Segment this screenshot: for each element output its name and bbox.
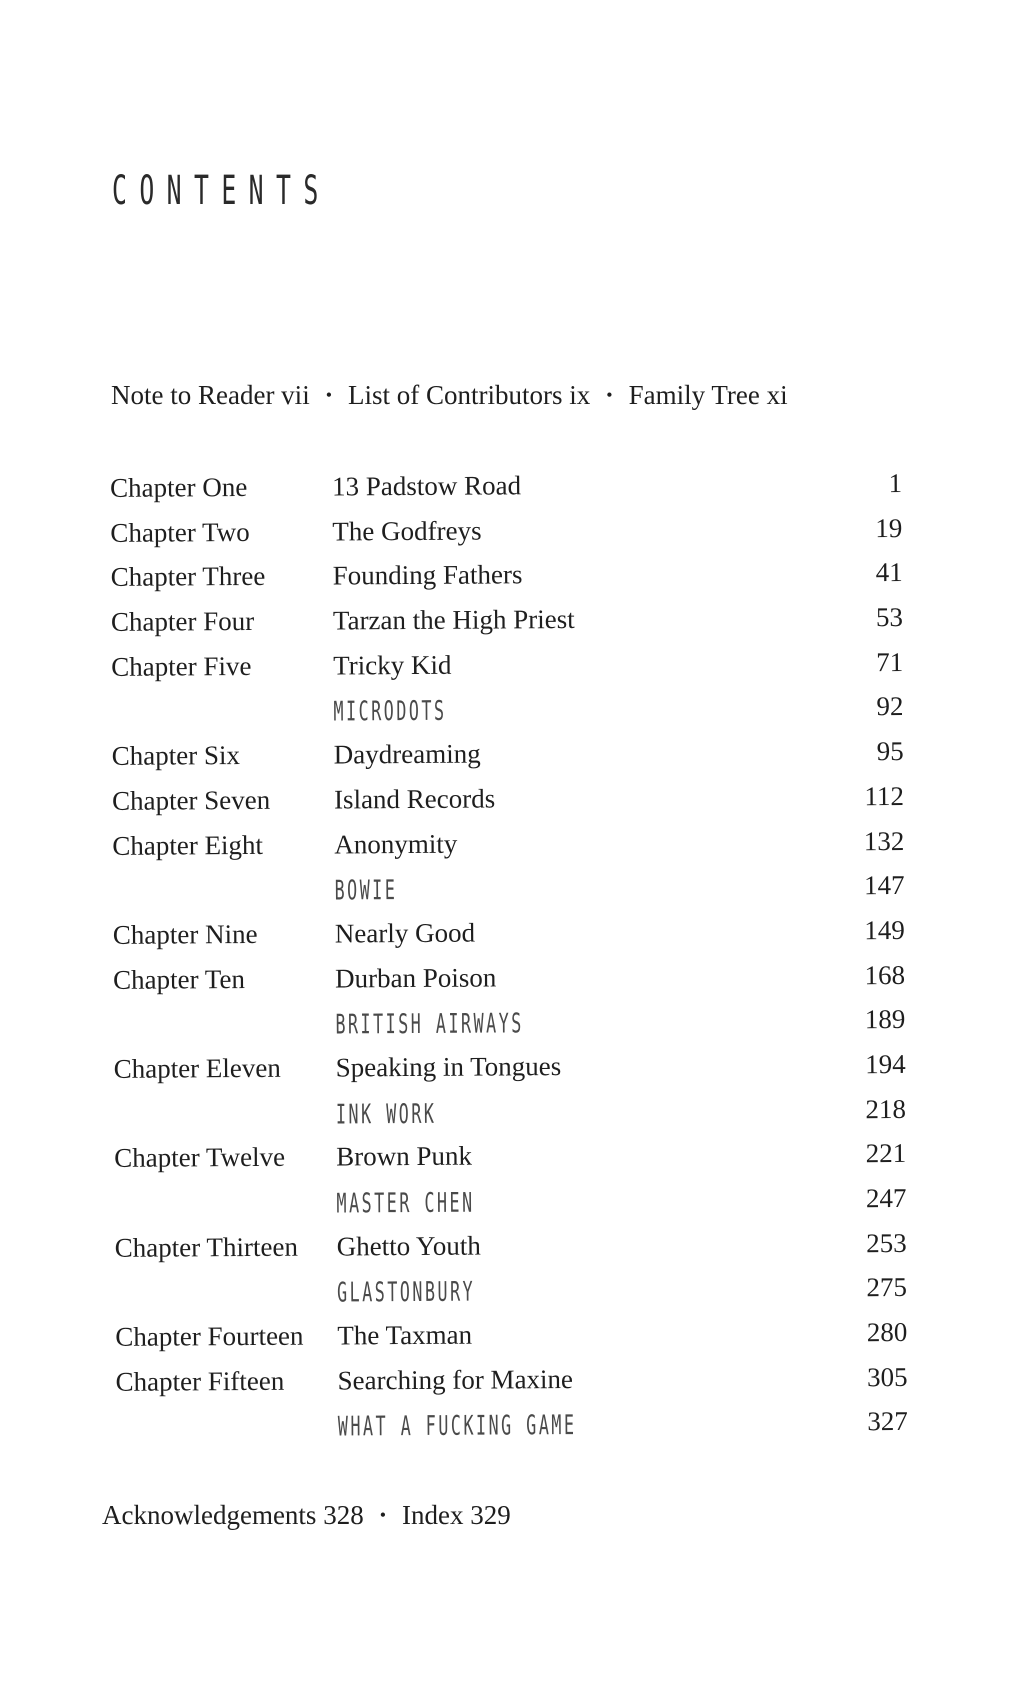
- toc-chapter-row: [0, 512, 1028, 563]
- chapter-title: 13 Padstow Road: [332, 470, 522, 502]
- chapter-title: Tarzan the High Priest: [332, 604, 575, 636]
- chapter-number: Chapter One: [110, 471, 248, 503]
- page-number: 247: [865, 1182, 907, 1214]
- front-matter-contributors: List of Contributors ix: [348, 380, 591, 410]
- toc-chapter-row: [5, 1227, 1028, 1278]
- toc-chapter-row: [2, 780, 1028, 831]
- chapter-number: Chapter Three: [110, 561, 266, 593]
- chapter-number: Chapter Twelve: [114, 1142, 286, 1174]
- chapter-number: Chapter Two: [110, 516, 250, 548]
- interlude-title: INK WORK: [335, 1098, 437, 1131]
- page-number: 41: [875, 557, 903, 588]
- toc-chapter-row: [2, 825, 1028, 876]
- page-number: 92: [876, 691, 904, 722]
- page-number: 194: [865, 1048, 906, 1080]
- toc-chapter-row: [3, 914, 1028, 965]
- chapter-number: Chapter Ten: [113, 963, 246, 995]
- chapter-number: Chapter Four: [110, 606, 255, 637]
- page-number: 280: [866, 1317, 908, 1348]
- bullet-separator: •: [606, 385, 613, 405]
- toc-interlude-row: [4, 1182, 1028, 1233]
- front-matter-note-to-reader: Note to Reader vii: [111, 380, 310, 410]
- chapter-title: Nearly Good: [334, 917, 476, 949]
- page-number: 95: [876, 736, 904, 767]
- page-title: CONTENTS: [112, 168, 331, 214]
- front-matter-family-tree: Family Tree xi: [628, 380, 788, 410]
- page-number: 132: [863, 825, 905, 856]
- chapter-number: Chapter Thirteen: [114, 1231, 299, 1263]
- toc-interlude-row: [1, 691, 1028, 742]
- chapter-title: Searching for Maxine: [337, 1363, 574, 1396]
- bullet-separator: •: [325, 385, 333, 405]
- chapter-number: Chapter Nine: [112, 918, 258, 950]
- interlude-title: WHAT A FUCKING GAME: [337, 1410, 577, 1443]
- front-matter-line: [111, 380, 788, 411]
- chapter-number: Chapter Six: [111, 740, 241, 771]
- page-number: 275: [866, 1272, 908, 1303]
- toc-interlude-row: [3, 1003, 1028, 1054]
- page-number: 253: [866, 1227, 907, 1258]
- toc-interlude-row: [2, 869, 1028, 920]
- page-number: 149: [864, 914, 905, 946]
- chapter-title: The Godfreys: [332, 515, 482, 547]
- toc-chapter-row: [4, 1048, 1028, 1099]
- interlude-title: BOWIE: [334, 875, 398, 907]
- page-number: 53: [875, 602, 904, 633]
- page-number: 305: [866, 1361, 908, 1392]
- chapter-title: The Taxman: [337, 1319, 473, 1351]
- chapter-number: Chapter Eight: [112, 829, 264, 861]
- page-number: 189: [864, 1004, 906, 1035]
- chapter-title: Daydreaming: [333, 738, 481, 770]
- chapter-title: Tricky Kid: [333, 649, 452, 681]
- page-number: 1: [888, 467, 903, 499]
- chapter-title: Island Records: [333, 783, 496, 815]
- page-number: 218: [865, 1093, 907, 1124]
- interlude-title: GLASTONBURY: [336, 1276, 476, 1309]
- chapter-title: Ghetto Youth: [336, 1230, 481, 1262]
- back-matter-acknowledgements: Acknowledgements 328: [102, 1500, 364, 1530]
- toc-interlude-row: [5, 1272, 1028, 1323]
- page-number: 147: [863, 870, 905, 901]
- toc-chapter-row: [2, 735, 1028, 786]
- toc-interlude-row: [4, 1093, 1028, 1144]
- chapter-title: Brown Punk: [336, 1140, 473, 1172]
- page-number: 221: [865, 1138, 907, 1169]
- chapter-title: Anonymity: [334, 828, 458, 859]
- chapter-number: Chapter Fourteen: [115, 1320, 304, 1352]
- toc-chapter-row: [5, 1361, 1028, 1412]
- chapter-number: Chapter Seven: [111, 784, 271, 816]
- page-number: 112: [864, 780, 905, 812]
- back-matter-index: Index 329: [402, 1500, 511, 1530]
- toc-chapter-row: [0, 467, 1028, 518]
- toc-chapter-row: [1, 601, 1028, 652]
- toc-chapter-row: [1, 646, 1028, 697]
- chapter-title: Founding Fathers: [332, 559, 523, 591]
- chapter-number: Chapter Eleven: [113, 1052, 281, 1084]
- toc-chapter-row: [3, 959, 1028, 1010]
- chapter-number: Chapter Fifteen: [115, 1365, 285, 1397]
- chapter-title: Speaking in Tongues: [335, 1051, 562, 1083]
- page-number: 19: [875, 512, 903, 543]
- table-of-contents: [0, 467, 1028, 1456]
- toc-interlude-row: [6, 1406, 1028, 1457]
- page-number: 71: [876, 646, 904, 677]
- page-number: 327: [867, 1406, 908, 1437]
- interlude-title: MASTER CHEN: [336, 1187, 475, 1220]
- chapter-title: Durban Poison: [335, 962, 497, 994]
- interlude-title: BRITISH AIRWAYS: [335, 1008, 524, 1041]
- chapter-number: Chapter Five: [111, 650, 252, 682]
- back-matter-line: [102, 1500, 511, 1531]
- bullet-separator: •: [379, 1505, 387, 1525]
- page-number: 168: [864, 959, 906, 990]
- toc-chapter-row: [1, 557, 1028, 608]
- toc-chapter-row: [5, 1316, 1028, 1367]
- toc-chapter-row: [4, 1138, 1028, 1189]
- interlude-title: MICRODOTS: [333, 696, 447, 728]
